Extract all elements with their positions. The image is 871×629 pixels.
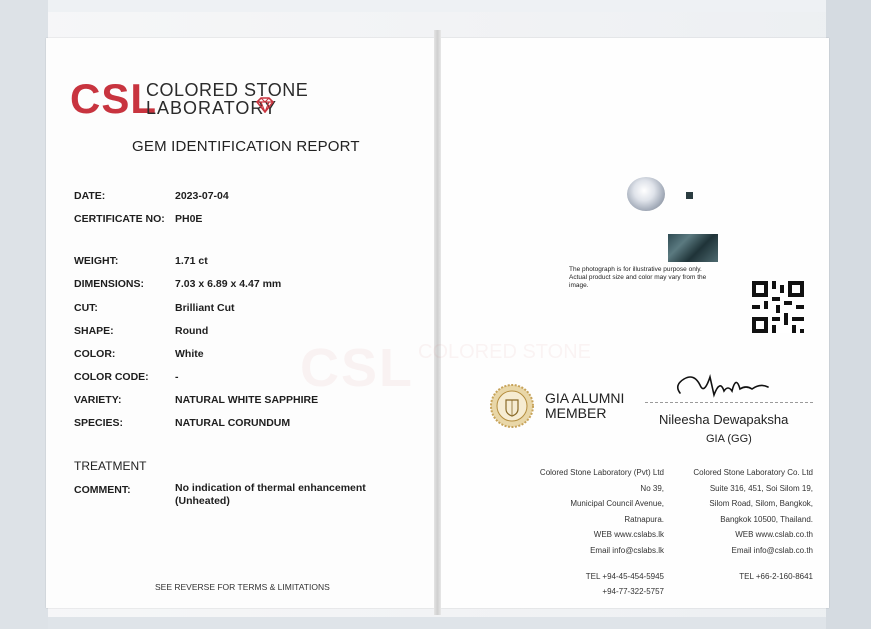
address-line: Bangkok 10500, Thailand. xyxy=(720,514,813,524)
gia-member-line2: MEMBER xyxy=(545,405,607,421)
qr-code-icon xyxy=(752,281,804,333)
field-label: CUT: xyxy=(74,302,98,314)
field-value: 2023-07-04 xyxy=(175,190,229,202)
field-value: Brilliant Cut xyxy=(175,302,235,314)
field-value: NATURAL CORUNDUM xyxy=(175,417,291,429)
logo-line-laboratory: LABORATORY xyxy=(146,98,278,118)
hologram-mark xyxy=(686,192,693,199)
photo-disclaimer: The photograph is for illustrative purpose only. Actual product size and color may vary from the image. xyxy=(569,266,707,289)
field-value: NATURAL WHITE SAPPHIRE xyxy=(175,394,319,406)
gia-member-line1: GIA ALUMNI xyxy=(545,390,625,406)
address-phone: TEL +66-2-160-8641 xyxy=(739,571,813,581)
address-line: No 39, xyxy=(640,483,664,493)
address-line: Municipal Council Avenue, xyxy=(570,499,664,509)
field-label: DIMENSIONS: xyxy=(74,278,145,290)
address-line: Colored Stone Laboratory (Pvt) Ltd xyxy=(539,468,664,477)
field-value: 1.71 ct xyxy=(175,255,208,267)
field-label: COLOR CODE: xyxy=(74,371,149,383)
gia-seal-icon xyxy=(489,383,535,429)
page-fold xyxy=(434,30,441,615)
comment-label: COMMENT: xyxy=(74,484,131,496)
address-phone: TEL +94-45-454-5945 xyxy=(585,571,664,581)
signature xyxy=(670,365,790,401)
address-line: Silom Road, Silom, Bangkok, xyxy=(709,499,813,509)
field-value: White xyxy=(175,348,204,360)
field-value: PH0E xyxy=(175,213,203,225)
field-value: 7.03 x 6.89 x 4.47 mm xyxy=(175,278,282,290)
address-email: Email info@cslabs.lk xyxy=(590,545,664,555)
sleeve-edge-left xyxy=(0,0,48,629)
logo-abbreviation: CSL xyxy=(70,75,157,122)
address-web: WEB www.cslab.co.th xyxy=(735,530,813,540)
field-label: CERTIFICATE NO: xyxy=(74,213,165,225)
terms-notice: SEE REVERSE FOR TERMS & LIMITATIONS xyxy=(155,582,330,592)
sleeve-edge-right xyxy=(826,0,871,629)
watermark-text: COLORED STONE xyxy=(418,341,591,363)
report-page-left xyxy=(46,38,434,608)
signer-title: GIA (GG) xyxy=(706,433,752,445)
field-label: SPECIES: xyxy=(74,417,124,429)
address-line: Colored Stone Laboratory Co. Ltd xyxy=(693,468,813,477)
address-web: WEB www.cslabs.lk xyxy=(593,530,664,540)
treatment-heading: TREATMENT xyxy=(74,459,147,473)
field-label: DATE: xyxy=(74,190,106,202)
security-hologram xyxy=(668,234,718,262)
field-label: WEIGHT: xyxy=(74,255,119,267)
report-title: GEM IDENTIFICATION REPORT xyxy=(132,138,360,155)
field-value: - xyxy=(175,371,179,383)
address-thailand xyxy=(622,465,813,584)
gem-icon xyxy=(256,97,274,113)
field-label: SHAPE: xyxy=(74,325,114,337)
address-email: Email info@cslab.co.th xyxy=(731,545,813,555)
address-line: Suite 316, 451, Soi Silom 19, xyxy=(709,483,813,493)
comment-value: No indication of thermal enhancement (Unheated) xyxy=(175,482,366,507)
field-value: Round xyxy=(175,325,209,337)
field-label: VARIETY: xyxy=(74,394,122,406)
signature-line xyxy=(645,402,813,403)
address-phone: +94-77-322-5757 xyxy=(602,587,664,597)
watermark-logo: CSL xyxy=(300,338,414,398)
gem-photo xyxy=(627,177,665,211)
signer-name: Nileesha Dewapaksha xyxy=(659,412,789,427)
field-label: COLOR: xyxy=(74,348,116,360)
address-line: Ratnapura. xyxy=(624,514,664,524)
logo-line-colored-stone: COLORED STONE xyxy=(146,80,309,100)
